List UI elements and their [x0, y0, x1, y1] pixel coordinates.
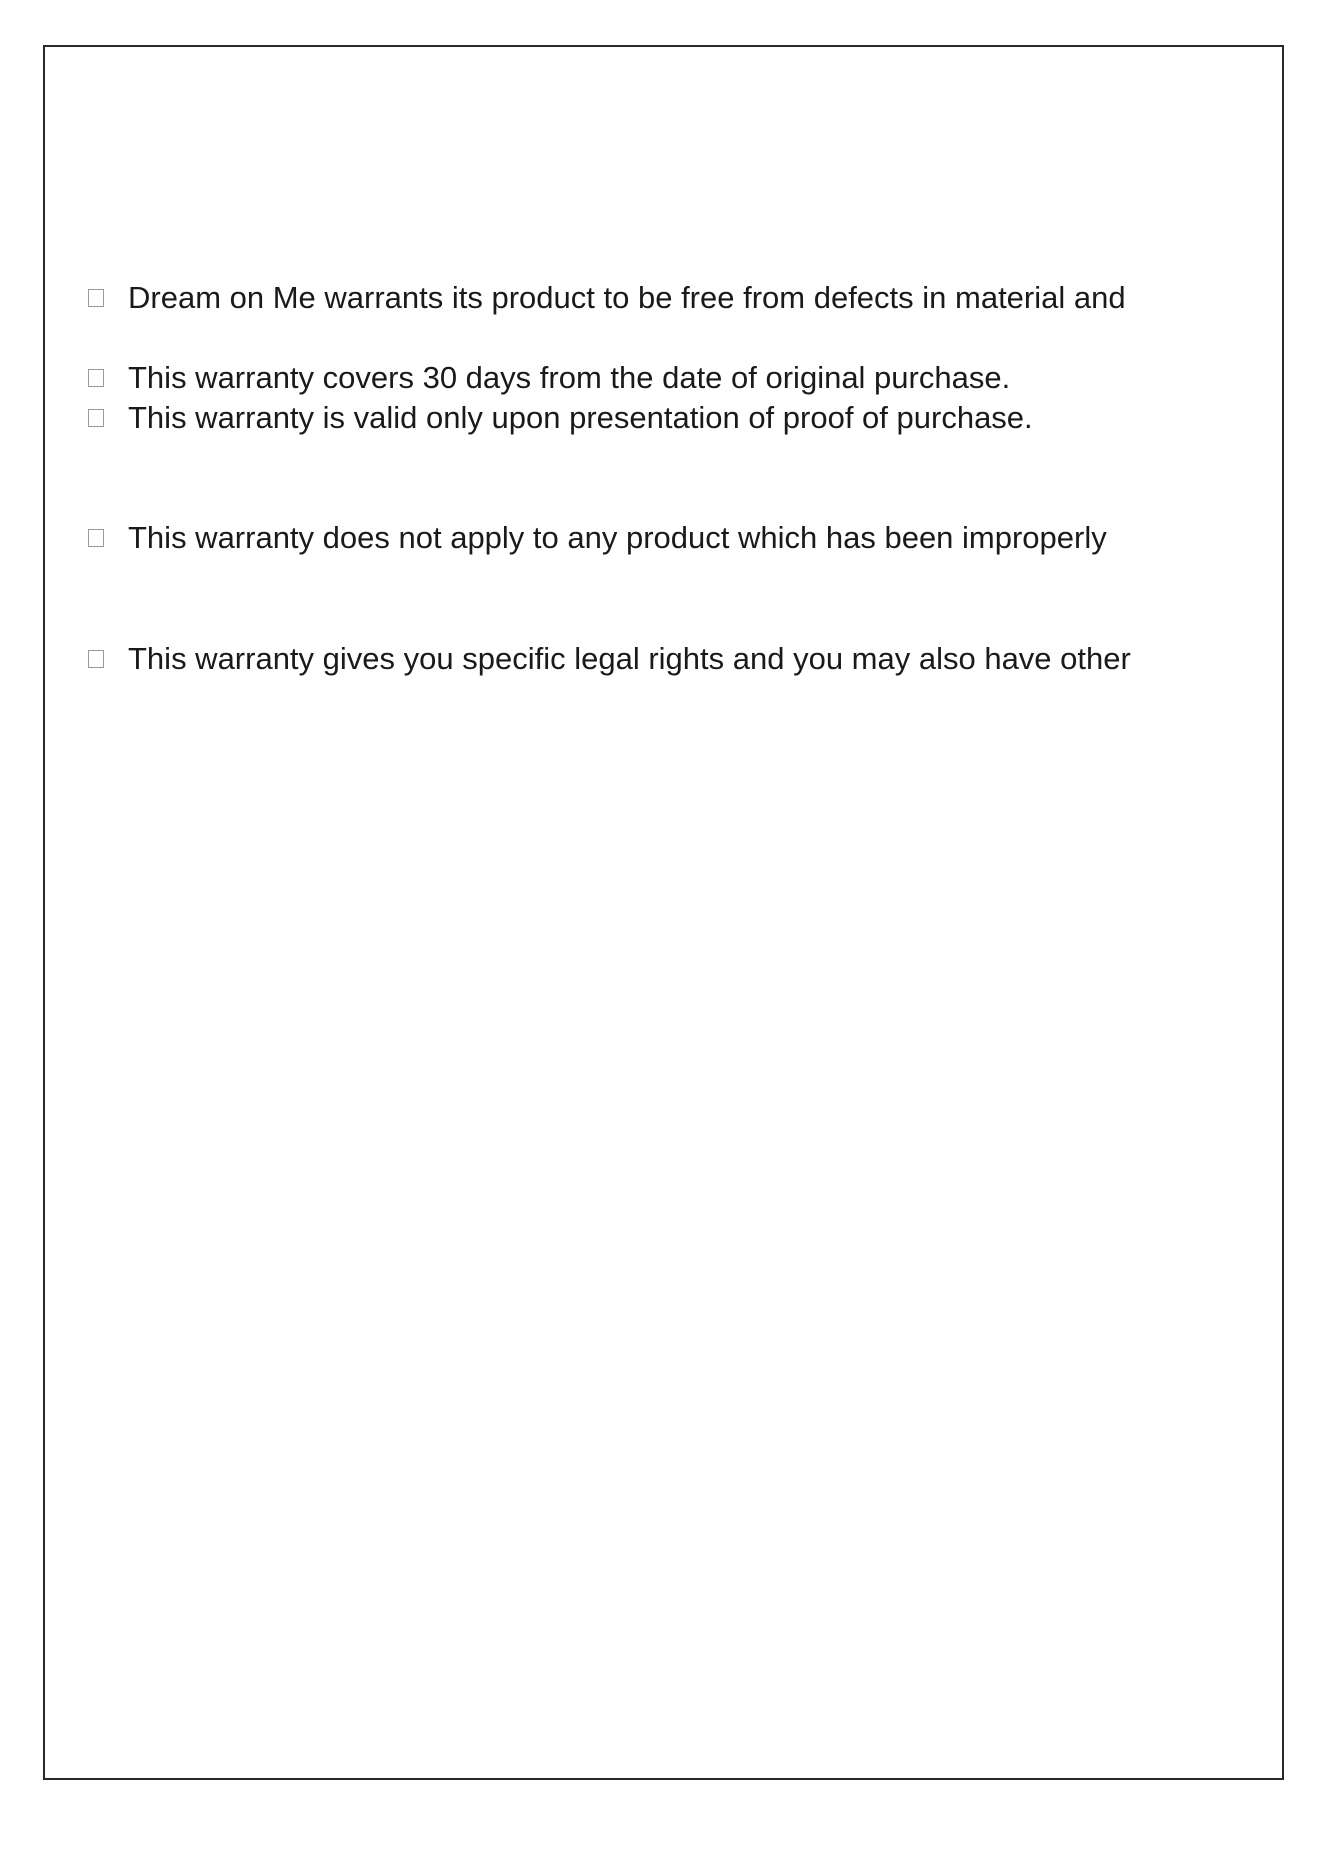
warranty-line-text: This warranty covers 30 days from the date of original purchase. [128, 360, 1011, 395]
warranty-line-exclusions [88, 518, 1107, 558]
warranty-line-text: Dream on Me warrants its product to be free from defects in material and [128, 280, 1126, 315]
warranty-line-duration [88, 358, 1010, 398]
warranty-line-text: This warranty does not apply to any product which has been improperly [128, 520, 1107, 555]
bullet-box-icon [88, 650, 104, 668]
warranty-line-text: This warranty is valid only upon presentation of proof of purchase. [128, 400, 1033, 435]
bullet-box-icon [88, 289, 104, 307]
warranty-line-legal-rights [88, 639, 1131, 679]
bullet-box-icon [88, 529, 104, 547]
warranty-line-defects [88, 278, 1126, 318]
bullet-box-icon [88, 409, 104, 427]
warranty-line-proof [88, 398, 1033, 438]
warranty-line-text: This warranty gives you specific legal rights and you may also have other [128, 641, 1131, 676]
bullet-box-icon [88, 369, 104, 387]
